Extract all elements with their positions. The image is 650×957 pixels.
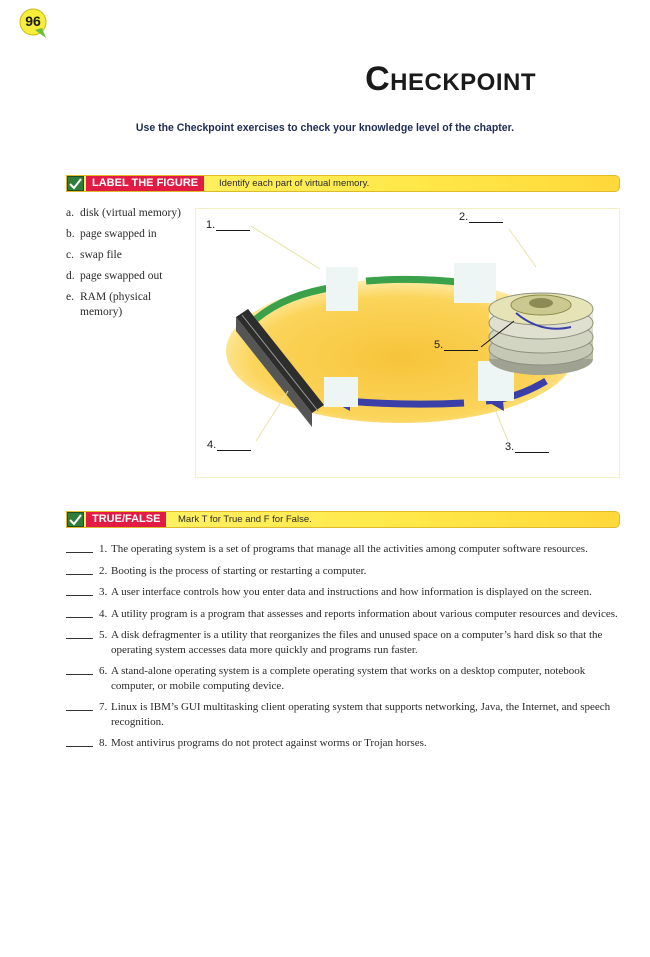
term-item: b. page swapped in (66, 228, 157, 240)
term-item: a. disk (virtual memory) (66, 207, 181, 219)
true-false-instruction: Mark T for True and F for False. (178, 514, 312, 525)
callout-3: 3. (505, 441, 549, 453)
answer-blank[interactable] (444, 340, 478, 351)
callout-2: 2. (459, 211, 503, 223)
answer-blank[interactable] (66, 595, 93, 596)
term-item: c. swap file (66, 249, 122, 261)
label-figure-instruction: Identify each part of virtual memory. (219, 178, 370, 189)
true-false-heading: TRUE/FALSE (86, 512, 166, 527)
page-subtitle: Use the Checkpoint exercises to check your knowledge level of the chapter. (135, 121, 515, 135)
page-square-2 (454, 263, 496, 303)
term-item: d. page swapped out (66, 270, 163, 282)
hard-disk (489, 293, 593, 375)
true-false-item: 4. A utility program is a program that assesses and reports information about various computer resources and devices. (66, 607, 622, 622)
page-number: 96 (25, 13, 41, 29)
green-arrow-right (366, 279, 466, 283)
answer-blank[interactable] (66, 574, 93, 575)
true-false-item: 7. Linux is IBM’s GUI multitasking client operating system that supports networking, Java, the Internet, and speech recognition. (66, 700, 622, 729)
blue-arrow-left (346, 401, 464, 404)
true-false-item: 2. Booting is the process of starting or restarting a computer. (66, 564, 622, 579)
answer-blank[interactable] (66, 710, 93, 711)
page-title: Checkpoint (365, 60, 536, 98)
virtual-memory-illustration (196, 209, 619, 477)
true-false-item: 1. The operating system is a set of programs that manage all the activities among computer software resources. (66, 542, 622, 557)
term-item: e. RAM (physical memory) (66, 291, 152, 318)
answer-blank[interactable] (66, 552, 93, 553)
true-false-item: 6. A stand-alone operating system is a complete operating system that works on a desktop computer, notebook computer, or mobile computing device. (66, 664, 622, 693)
label-figure-header-bar (66, 175, 620, 192)
callout-1: 1. (206, 219, 250, 231)
true-false-header-bar (66, 511, 620, 528)
checkmark-icon (67, 512, 84, 527)
true-false-list (66, 542, 622, 758)
answer-blank[interactable] (515, 442, 549, 453)
answer-blank[interactable] (469, 212, 503, 223)
true-false-item: 3. A user interface controls how you enter data and instructions and how information is displayed on the screen. (66, 585, 622, 600)
answer-blank[interactable] (66, 638, 93, 639)
answer-blank[interactable] (66, 617, 93, 618)
answer-blank[interactable] (66, 746, 93, 747)
page-square-1 (326, 267, 358, 311)
label-figure-heading: LABEL THE FIGURE (86, 176, 204, 191)
true-false-item: 8. Most antivirus programs do not protect against worms or Trojan horses. (66, 736, 622, 751)
checkmark-icon (67, 176, 84, 191)
answer-blank[interactable] (216, 220, 250, 231)
true-false-item: 5. A disk defragmenter is a utility that reorganizes the files and unused space on a computer’s hard disk so that the operating system accesses data more quickly and programs run faster. (66, 628, 622, 657)
answer-blank[interactable] (66, 674, 93, 675)
answer-blank[interactable] (217, 440, 251, 451)
callout-5: 5. (434, 339, 478, 351)
virtual-memory-figure (195, 208, 620, 478)
page-square-4 (324, 377, 358, 407)
callout-4: 4. (207, 439, 251, 451)
term-list (66, 206, 196, 326)
